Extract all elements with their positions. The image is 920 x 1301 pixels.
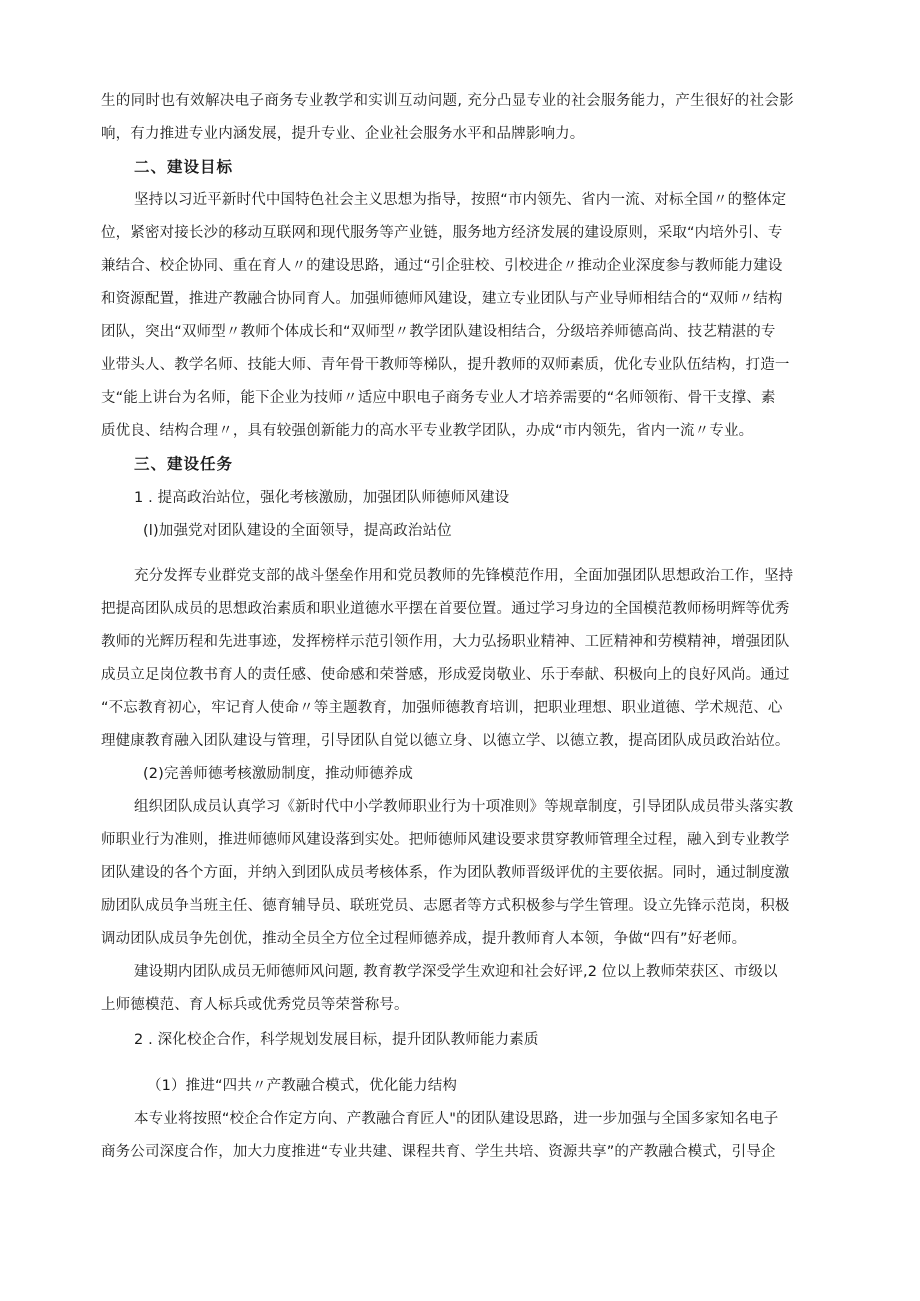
subheading-2-1: （1）推进“四共〃产教融合模式，优化能力结构: [147, 1078, 458, 1094]
paragraph-line: 质优良、结构合理〃，具有较强创新能力的高水平专业教学团队，办成“市内领先，省内一流〃专业。: [101, 423, 754, 439]
section-heading-goals: 二、建设目标: [134, 158, 234, 176]
section-heading-tasks: 三、建设任务: [134, 455, 234, 473]
paragraph-line: 调动团队成员争先创优，推动全员全方位全过程师德养成，提升教师育人本领，争做“四有”好老师。: [101, 931, 747, 947]
paragraph-line: 团队，突出“双师型〃教师个体成长和“双师型〃教学团队建设相结合，分级培养师德高尚、技艺精湛的专: [101, 324, 776, 340]
subheading-2: 2 . 深化校企合作，科学规划发展目标，提升团队教师能力素质: [134, 1032, 539, 1048]
paragraph-line: “不忘教育初心，牢记育人使命〃等主题教育，加强师德教育培训，把职业理想、职业道德、学术规范、心: [101, 700, 783, 716]
paragraph-line: 理健康教育融入团队建设与管理，引导团队自觉以德立身、以德立学、以德立教，提高团队成员政治站位。: [101, 733, 790, 749]
paragraph-line: 组织团队成员认真学习《新时代中小学教师职业行为十项准则》等规章制度，引导团队成员带头落实教: [134, 799, 794, 815]
paragraph-line: 坚持以习近平新时代中国特色社会主义思想为指导，按照“市内领先、省内一流、对标全国〃的整体定: [134, 192, 787, 208]
subheading-1-1: (l)加强党对团队建设的全面领导，提高政治站位: [143, 523, 452, 539]
paragraph-line: 支“能上讲台为名师，能下企业为技师〃适应中职电子商务专业人才培养需要的“名师领衔、骨干支撑、素: [101, 390, 776, 406]
paragraph-line: 业带头人、教学名师、技能大师、青年骨干教师等梯队，提升教师的双师素质，优化专业队伍结构，打造一: [101, 357, 790, 373]
subheading-1-2: (2)完善师德考核激励制度，推动师德养成: [143, 766, 414, 782]
subheading-1: 1 . 提高政治站位，强化考核激励，加强团队师德师风建设: [134, 490, 510, 506]
paragraph-line: 成员立足岗位教书育人的责任感、使命感和荣誉感，形成爱岗敬业、乐于奉献、积极向上的良好风尚。通过: [101, 667, 790, 683]
paragraph-line: 生的同时也有效解决电子商务专业教学和实训互动问题, 充分凸显专业的社会服务能力，产生很好的社会影: [101, 93, 795, 109]
paragraph-line: 团队建设的各个方面，并纳入到团队成员考核体系，作为团队教师晋级评优的主要依据。同时，通过制度激: [101, 865, 790, 881]
paragraph-line: 兼结合、校企协同、重在育人〃的建设思路，通过“引企驻校、引校进企〃推动企业深度参与教师能力建设: [101, 258, 783, 274]
paragraph-line: 励团队成员争当班主任、德育辅导员、联班党员、志愿者等方式积极参与学生管理。设立先锋示范岗，积极: [101, 898, 790, 914]
paragraph-line: 和资源配置，推进产教融合协同育人。加强师德师风建设，建立专业团队与产业导师相结合的“双师〃结构: [101, 291, 783, 307]
paragraph-line: 充分发挥专业群党支部的战斗堡垒作用和党员教师的先锋模范作用，全面加强团队思想政治工作，坚持: [134, 568, 794, 584]
paragraph-line: 上师德模范、育人标兵或优秀党员等荣誉称号。: [101, 997, 409, 1013]
paragraph-line: 本专业将按照“校企合作定方向、产教融合育匠人"的团队建设思路，进一步加强与全国多家知名电子: [134, 1111, 779, 1127]
paragraph-line: 位，紧密对接长沙的移动互联网和现代服务等产业链，服务地方经济发展的建设原则，采取“内培外引、专: [101, 225, 783, 241]
paragraph-line: 响，有力推进专业内涵发展，提升专业、企业社会服务水平和品牌影响力。: [101, 126, 585, 142]
paragraph-line: 师职业行为准则，推进师德师风建设落到实处。把师德师风建设要求贯穿教师管理全过程，融入到专业教学: [101, 832, 790, 848]
paragraph-line: 建设期内团队成员无师德师风问题, 教育教学深受学生欢迎和社会好评,2 位以上教师荣获区、市级以: [134, 964, 778, 980]
paragraph-line: 教师的光辉历程和先进事迹，发挥榜样示范引领作用，大力弘扬职业精神、工匠精神和劳模精神，增强团队: [101, 634, 790, 650]
paragraph-line: 把提高团队成员的思想政治素质和职业道德水平摆在首要位置。通过学习身边的全国模范教师杨明辉等优秀: [101, 601, 790, 617]
paragraph-line: 商务公司深度合作，加大力度推进“专业共建、课程共育、学生共培、资源共享”的产教融合模式，引导企: [101, 1144, 776, 1160]
